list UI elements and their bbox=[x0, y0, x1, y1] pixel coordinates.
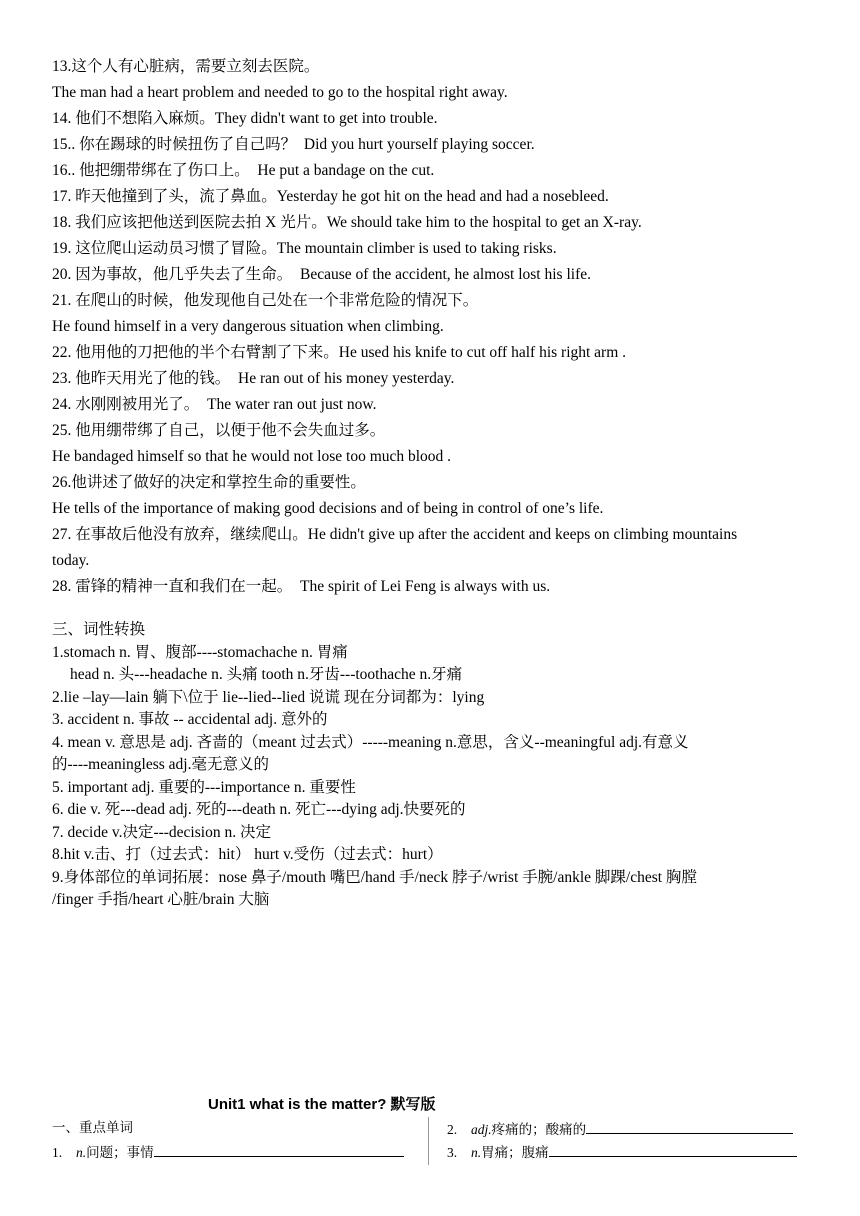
vocab-line: 1.stomach n. 胃、腹部----stomachache n. 胃痛 bbox=[52, 643, 348, 661]
vocab-line: 5. important adj. 重要的---importance n. 重要性 bbox=[52, 778, 356, 796]
vocab-line: 8.hit v.击、打（过去式：hit） hurt v.受伤（过去式：hurt） bbox=[52, 846, 443, 863]
vocab-line: 7. decide v.决定---decision n. 决定 bbox=[52, 823, 271, 841]
vocab-line: 9.身体部位的单词拓展：nose 鼻子/mouth 嘴巴/hand 手/neck 脖子/wrist 手腕/ankle 脚踝/chest 胸膛 bbox=[52, 868, 697, 886]
answer-blank[interactable] bbox=[586, 1119, 793, 1134]
column-divider bbox=[428, 1117, 429, 1165]
sentence-18: 18. 我们应该把他送到医院去拍 X 光片。We should take him to the hospital to get an X-ray. bbox=[52, 214, 642, 231]
sentence-25-en: He bandaged himself so that he would not lose too much blood . bbox=[52, 448, 452, 465]
dictation-item-3: 3. n.胃痛；腹痛 bbox=[447, 1142, 797, 1162]
sentence-26-en: He tells of the importance of making good decisions and of being in control of one’s life. bbox=[52, 500, 604, 517]
sentence-27: 27. 在事故后他没有放弃，继续爬山。He didn't give up after the accident and keeps on climbing mountains bbox=[52, 526, 738, 543]
dictation-section-title: 一、重点单词 bbox=[52, 1120, 133, 1135]
sentence-25-zh: 25. 他用绷带绑了自己，以便于他不会失血过多。 bbox=[52, 422, 386, 439]
dictation-item-2: 2. adj.疼痛的；酸痛的 bbox=[447, 1119, 793, 1139]
sentence-23: 23. 他昨天用光了他的钱。 He ran out of his money yesterday. bbox=[52, 370, 455, 387]
sentence-21-zh: 21. 在爬山的时候，他发现他自己处在一个非常危险的情况下。 bbox=[52, 292, 479, 309]
vocab-line: 的----meaningless adj.毫无意义的 bbox=[52, 756, 269, 773]
sentence-16: 16.. 他把绷带绑在了伤口上。 He put a bandage on the cut. bbox=[52, 162, 435, 179]
sentence-20: 20. 因为事故，他几乎失去了生命。 Because of the accident, he almost lost his life. bbox=[52, 266, 591, 283]
sentence-22: 22. 他用他的刀把他的半个右臂割了下来。He used his knife to cut off half his right arm . bbox=[52, 344, 627, 361]
vocab-line: 6. die v. 死---dead adj. 死的---death n. 死亡---dying adj.快要死的 bbox=[52, 801, 466, 818]
dictation-item-1: 1. n.问题；事情 bbox=[52, 1142, 404, 1162]
sentence-26-zh: 26.他讲述了做好的决定和掌控生命的重要性。 bbox=[52, 474, 366, 491]
sentence-13-en: The man had a heart problem and needed to go to the hospital right away. bbox=[52, 84, 508, 101]
vocab-line: 4. mean v. 意思是 adj. 吝啬的（meant 过去式）-----meaning n.意思，含义--meaningful adj.有意义 bbox=[52, 733, 689, 751]
sentence-13-zh: 13.这个人有心脏病，需要立刻去医院。 bbox=[52, 58, 320, 75]
vocab-line: 3. accident n. 事故 -- accidental adj. 意外的 bbox=[52, 711, 328, 728]
sentence-21-en: He found himself in a very dangerous situation when climbing. bbox=[52, 318, 444, 335]
vocab-line: 2.lie –lay—lain 躺下\位于 lie--lied--lied 说谎 现在分词都为：lying bbox=[52, 688, 485, 706]
vocab-line: /finger 手指/heart 心脏/brain 大脑 bbox=[52, 891, 270, 908]
section-title: 三、词性转换 bbox=[52, 621, 146, 638]
sentence-15: 15.. 你在踢球的时候扭伤了自己吗？ Did you hurt yourself playing soccer. bbox=[52, 136, 535, 153]
sentence-14: 14. 他们不想陷入麻烦。They didn't want to get into trouble. bbox=[52, 110, 438, 127]
sentence-28: 28. 雷锋的精神一直和我们在一起。 The spirit of Lei Feng is always with us. bbox=[52, 578, 551, 595]
dictation-title: Unit1 what is the matter? 默写版 bbox=[208, 1096, 436, 1113]
vocab-line: head n. 头---headache n. 头痛 tooth n.牙齿---toothache n.牙痛 bbox=[70, 666, 463, 683]
sentence-24: 24. 水刚刚被用光了。 The water ran out just now. bbox=[52, 396, 377, 413]
sentence-19: 19. 这位爬山运动员习惯了冒险。The mountain climber is used to taking risks. bbox=[52, 240, 557, 257]
word-form-section bbox=[52, 619, 812, 912]
answer-blank[interactable] bbox=[154, 1142, 404, 1157]
sentence-section bbox=[52, 54, 812, 912]
sentence-17: 17. 昨天他撞到了头，流了鼻血。Yesterday he got hit on the head and had a nosebleed. bbox=[52, 188, 609, 205]
sentence-27-cont: today. bbox=[52, 552, 90, 569]
answer-blank[interactable] bbox=[549, 1142, 797, 1157]
